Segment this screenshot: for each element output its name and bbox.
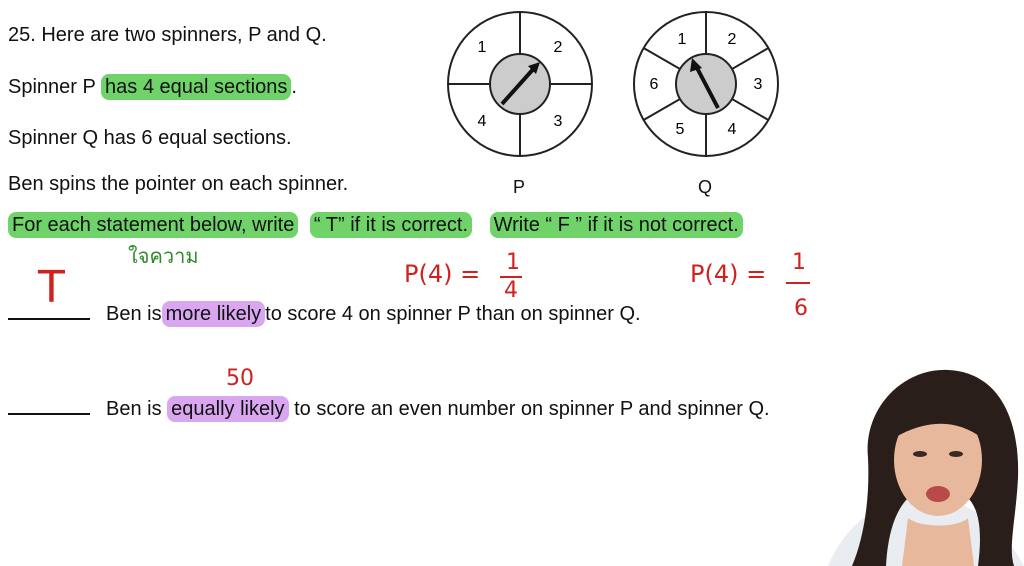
note-50: 50 (226, 366, 254, 391)
instr-part3: Write “ F ” if it is not correct. (490, 212, 743, 238)
statement-2-prefix: Ben is (106, 398, 162, 420)
statement-1-prefix: Ben is (106, 303, 162, 325)
spinner-p (444, 8, 596, 160)
spinner-q-description: Spinner Q has 6 equal sections. (8, 127, 292, 149)
spinner-q-section: 6 (649, 76, 659, 93)
p-probability-denominator: 4 (504, 278, 518, 303)
answer-1-handwritten: T (38, 262, 65, 313)
spinner-q-label: Q (698, 177, 713, 197)
statement-2 (8, 398, 770, 421)
p-suffix: . (291, 76, 297, 98)
p-probability-label: P(4) = (404, 260, 481, 288)
statement-1-highlight: more likely (162, 301, 266, 327)
spinner-q-section: 3 (753, 76, 763, 93)
spinner-q-section: 1 (677, 31, 687, 48)
statement-1-suffix: to score 4 on spinner P than on spinner Q. (265, 303, 641, 325)
spinner-q (630, 8, 782, 160)
statement-2-highlight: equally likely (167, 396, 288, 422)
q-probability-label: P(4) = (690, 260, 767, 288)
statement-1 (8, 303, 641, 326)
spinner-p-section: 2 (553, 39, 563, 56)
q-probability-denominator: 6 (794, 296, 808, 321)
presenter-figure (808, 368, 1024, 566)
question-title: 25. Here are two spinners, P and Q. (8, 24, 327, 46)
spinner-p-label: P (513, 177, 526, 197)
spinner-p-section: 3 (553, 113, 563, 130)
spinner-q-section: 2 (727, 31, 737, 48)
p-prefix: Spinner P (8, 76, 102, 98)
instr-part1: For each statement below, write (8, 212, 298, 238)
instr-part2: “ T” if it is correct. (310, 212, 472, 238)
instructions (8, 214, 743, 237)
spinner-p-section: 4 (477, 113, 487, 130)
spinner-p-description (8, 76, 297, 99)
spinner-q-section: 4 (727, 121, 737, 138)
ben-spins-line: Ben spins the pointer on each spinner. (8, 173, 349, 195)
q-probability-numerator: 1 (792, 250, 806, 275)
spinner-q-section: 5 (675, 121, 685, 138)
spinner-p-section: 1 (477, 39, 487, 56)
answer-blank-2[interactable] (8, 412, 90, 415)
thai-note: ใจความ (128, 244, 199, 268)
q-fraction-bar (786, 282, 810, 284)
answer-blank-1[interactable] (8, 317, 90, 320)
p-highlight: has 4 equal sections (101, 74, 291, 100)
presenter-video (808, 368, 1024, 566)
statement-2-suffix: to score an even number on spinner P and spinner Q. (294, 398, 770, 420)
p-probability-numerator: 1 (506, 250, 520, 275)
